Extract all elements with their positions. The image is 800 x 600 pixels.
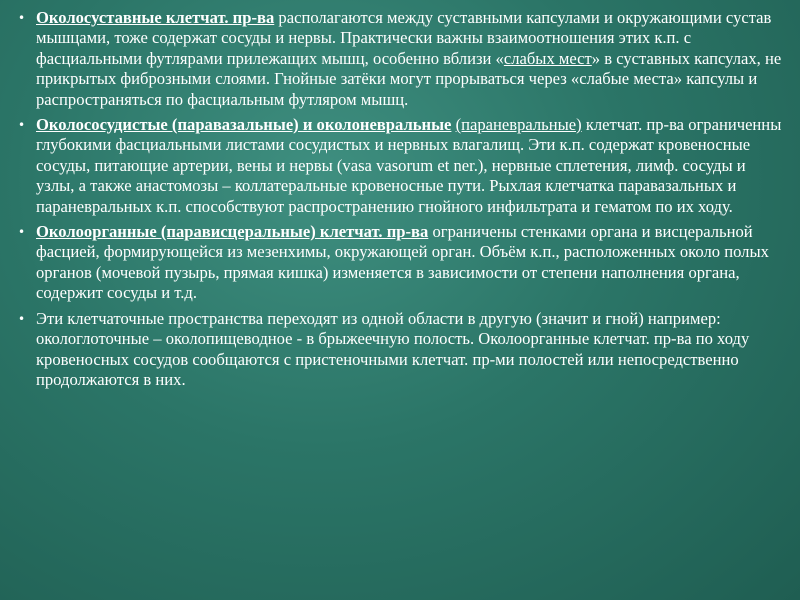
item-text: Эти клетчаточные пространства переходят из одной области в другую (значит и гной) например: окологлоточные – околопищеводное - в брыжеечную полость. Околоорганные клетчат. пр-ва по ходу кровеносных сосудов сообщаются с пристеночными клетчат. пр-ми полостей или непосредственно продолжаются в них. (36, 308, 750, 389)
item-text: » в суставных капсулах, не прикрытых фиброзными слоями. Гнойные затёки могут прорываться через «слабые места» капсулы и распространяться по фасциальным футляром мышц. (36, 48, 782, 109)
list-item (18, 8, 788, 110)
list-item (18, 309, 788, 391)
list-item (18, 115, 788, 217)
item-underlined-text: (параневральные) (455, 115, 582, 135)
list-item (18, 222, 788, 304)
bullet-list (18, 8, 788, 395)
item-term: Околососудистые (паравазальные) и околоневральные (36, 115, 452, 135)
item-text: клетчат. пр-ва ограниченны глубокими фасциальными листами сосудистых и нервных влагалищ. Эти к.п. содержат кровеносные сосуды, питающие артерии, вены и нервы (vasa vasorum et ner.), нервные сплетения, лимф. сосуды и узлы, а также анастомозы – коллатеральные кровеносные пути. Рыхлая клетчатка паравазальных и параневральных к.п. способствуют распространению гнойного инфильтрата и гематом по их ходу. (36, 115, 782, 216)
bullet-icon: • (18, 311, 26, 326)
bullet-icon: • (18, 11, 26, 25)
item-term: Околосуставные клетчат. пр-ва (36, 8, 275, 27)
item-term: Околоорганные (парависцеральные) клетчат. пр-ва (36, 222, 429, 242)
bullet-icon: • (18, 225, 26, 240)
item-underlined-text: слабых мест (503, 48, 592, 68)
item-text: располагаются между суставными капсулами и окружающими сустав мышцами, тоже содержат сосуды и нервы. Практически важны взаимоотношения этих к.п. с фасциальными футлярами прилежащих мышц, особенно вблизи « (36, 8, 772, 68)
item-text: ограничены стенками органа и висцеральной фасцией, формирующейся из мезенхимы, окружающей орган. Объём к.п., расположенных около полых органов (мочевой пузырь, прямая кишка) изменяется в зависимости от степени наполнения органа, содержит сосуды и т.д. (36, 222, 769, 303)
bullet-icon: • (18, 118, 26, 133)
